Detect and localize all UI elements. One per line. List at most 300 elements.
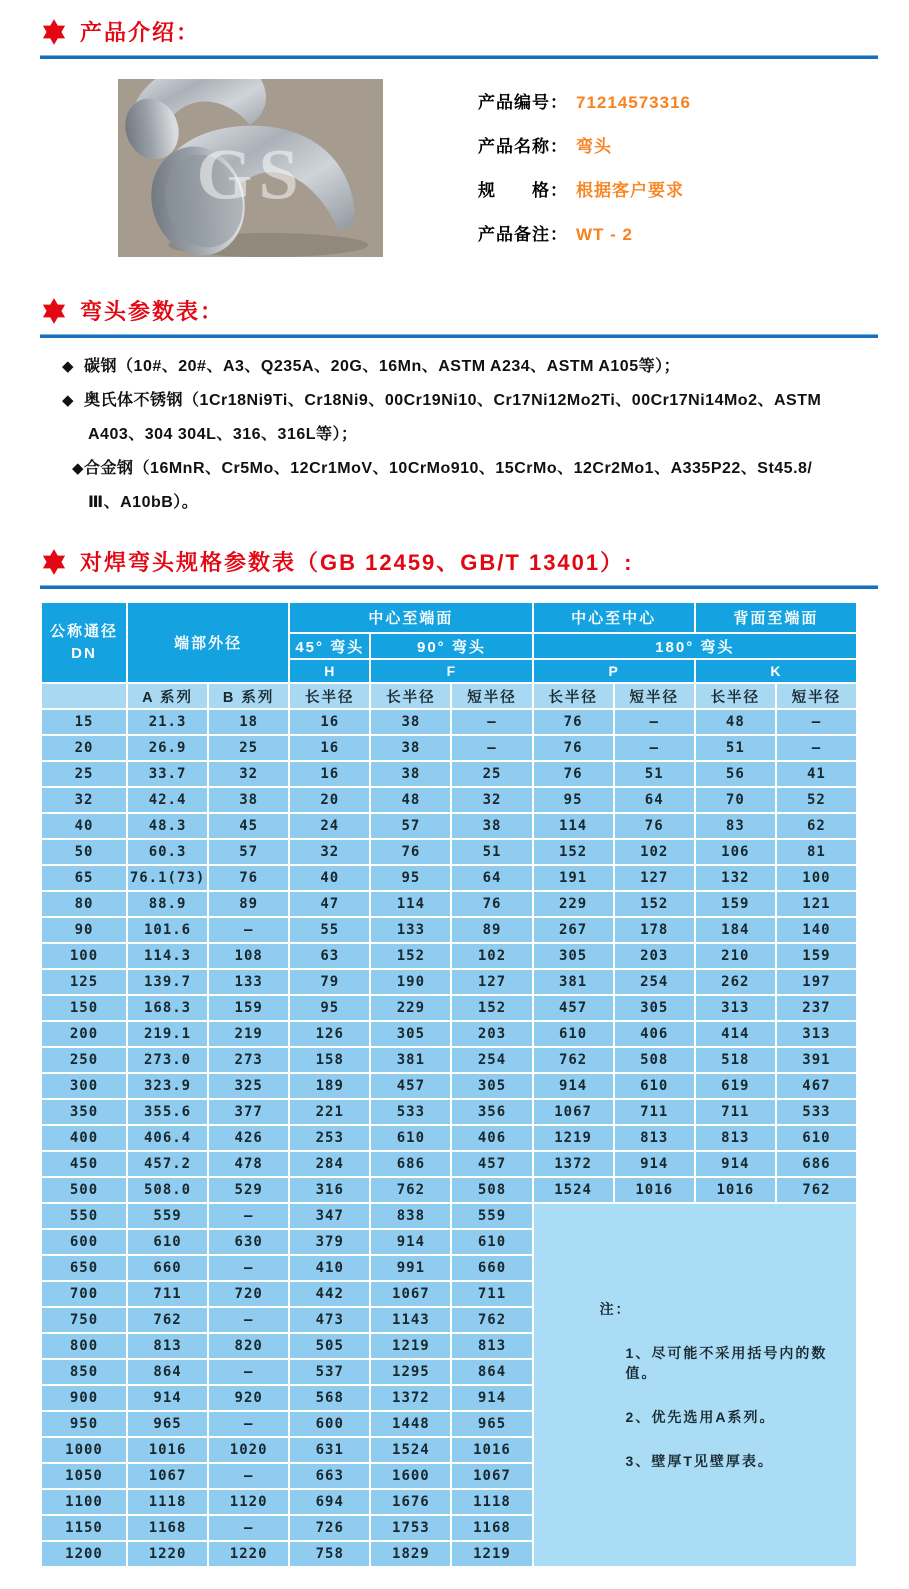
table-cell: 108 (209, 944, 288, 968)
spec-table-body (42, 710, 856, 1566)
table-cell: 762 (371, 1178, 450, 1202)
table-cell: 726 (290, 1516, 369, 1540)
table-cell: 38 (371, 762, 450, 786)
table-cell: 102 (452, 944, 531, 968)
table-cell: 457.2 (128, 1152, 207, 1176)
table-cell: 720 (209, 1282, 288, 1306)
table-cell: 262 (696, 970, 775, 994)
table-cell: 40 (290, 866, 369, 890)
sub-header-cell: 长半径 (534, 684, 613, 708)
table-cell: 76 (452, 892, 531, 916)
table-cell: 47 (290, 892, 369, 916)
table-cell: 114 (371, 892, 450, 916)
sub-header-cell (42, 684, 126, 708)
field-label: 产品备注： (478, 225, 568, 244)
table-cell: 102 (615, 840, 694, 864)
diamond-bullet-icon: ◆ (62, 392, 75, 409)
table-cell: 127 (452, 970, 531, 994)
table-cell: 76 (371, 840, 450, 864)
product-field (478, 93, 691, 113)
table-cell: — (209, 1360, 288, 1384)
section-header-params (40, 295, 909, 326)
star-icon (40, 297, 68, 325)
table-cell: 914 (696, 1152, 775, 1176)
table-cell: 190 (371, 970, 450, 994)
table-cell: 25 (42, 762, 126, 786)
table-cell: 686 (777, 1152, 856, 1176)
table-cell: 426 (209, 1126, 288, 1150)
table-cell: 60.3 (128, 840, 207, 864)
table-cell: 660 (128, 1256, 207, 1280)
section-divider (40, 585, 878, 589)
table-cell: 219 (209, 1022, 288, 1046)
table-cell: 305 (534, 944, 613, 968)
table-cell: 1219 (371, 1334, 450, 1358)
col-header-k: K (696, 660, 856, 682)
table-cell: 1118 (128, 1490, 207, 1514)
table-cell: 139.7 (128, 970, 207, 994)
star-icon (40, 548, 68, 576)
table-row (42, 944, 856, 968)
table-cell: 500 (42, 1178, 126, 1202)
table-cell: 864 (452, 1360, 531, 1384)
table-cell: 381 (534, 970, 613, 994)
table-cell: 1829 (371, 1542, 450, 1566)
table-cell: 1219 (534, 1126, 613, 1150)
table-cell: 1100 (42, 1490, 126, 1514)
table-cell: 26.9 (128, 736, 207, 760)
table-cell: 914 (615, 1152, 694, 1176)
sub-header-cell: 短半径 (615, 684, 694, 708)
spec-table-head (42, 603, 856, 708)
table-cell: 1753 (371, 1516, 450, 1540)
table-cell: 650 (42, 1256, 126, 1280)
table-cell: 267 (534, 918, 613, 942)
table-cell: 65 (42, 866, 126, 890)
table-cell: 1020 (209, 1438, 288, 1462)
table-row (42, 866, 856, 890)
sub-header-cell: 短半径 (452, 684, 531, 708)
table-cell: 254 (615, 970, 694, 994)
table-cell: 610 (615, 1074, 694, 1098)
table-cell: 313 (696, 996, 775, 1020)
table-cell: 508 (452, 1178, 531, 1202)
table-cell: 850 (42, 1360, 126, 1384)
intro-section-title: 产品介绍： (80, 20, 201, 45)
table-cell: 64 (615, 788, 694, 812)
table-cell: 537 (290, 1360, 369, 1384)
table-cell: 914 (128, 1386, 207, 1410)
table-cell: 38 (452, 814, 531, 838)
section-divider (40, 55, 878, 59)
diamond-bullet-icon: ◆ (72, 460, 85, 477)
table-cell: 101.6 (128, 918, 207, 942)
table-cell: 900 (42, 1386, 126, 1410)
table-cell: 127 (615, 866, 694, 890)
table-row (42, 840, 856, 864)
table-cell: 95 (290, 996, 369, 1020)
table-cell: 1295 (371, 1360, 450, 1384)
table-cell: — (209, 1412, 288, 1436)
col-header-dn: 公称通径 DN (42, 603, 126, 682)
col-header-p: P (534, 660, 694, 682)
table-cell: 191 (534, 866, 613, 890)
table-cell: 559 (452, 1204, 531, 1228)
table-cell: 15 (42, 710, 126, 734)
table-cell: 1016 (615, 1178, 694, 1202)
table-cell: 133 (209, 970, 288, 994)
table-cell: 1600 (371, 1464, 450, 1488)
table-cell: 1067 (452, 1464, 531, 1488)
table-cell: 25 (209, 736, 288, 760)
table-cell: 630 (209, 1230, 288, 1254)
table-cell: 414 (696, 1022, 775, 1046)
table-cell: 457 (371, 1074, 450, 1098)
table-cell: 159 (209, 996, 288, 1020)
photo-watermark: GS (196, 134, 305, 215)
table-cell: 1143 (371, 1308, 450, 1332)
table-cell: 89 (209, 892, 288, 916)
table-cell: 20 (290, 788, 369, 812)
table-cell: 316 (290, 1178, 369, 1202)
table-cell: 178 (615, 918, 694, 942)
table-row (42, 788, 856, 812)
product-field (478, 181, 691, 201)
table-cell: 1220 (128, 1542, 207, 1566)
table-cell: 25 (452, 762, 531, 786)
table-row (42, 814, 856, 838)
table-cell: 152 (615, 892, 694, 916)
table-cell: 152 (534, 840, 613, 864)
col-header-back-to-end: 背面至端面 (696, 603, 856, 632)
table-cell: 32 (452, 788, 531, 812)
table-cell: 52 (777, 788, 856, 812)
params-section-title: 弯头参数表： (80, 299, 225, 324)
table-cell: 600 (42, 1230, 126, 1254)
table-cell: — (452, 710, 531, 734)
sub-header-cell: 长半径 (290, 684, 369, 708)
table-cell: 16 (290, 736, 369, 760)
table-cell: 76 (615, 814, 694, 838)
table-cell: — (777, 736, 856, 760)
table-cell: 711 (452, 1282, 531, 1306)
table-cell: 106 (696, 840, 775, 864)
table-cell: 89 (452, 918, 531, 942)
table-cell: 663 (290, 1464, 369, 1488)
table-cell: 711 (696, 1100, 775, 1124)
notes-item: 1、尽可能不采用括号内的数值。 (625, 1345, 828, 1381)
table-cell: 750 (42, 1308, 126, 1332)
table-cell: 694 (290, 1490, 369, 1514)
table-cell: 1067 (371, 1282, 450, 1306)
table-cell: 221 (290, 1100, 369, 1124)
table-cell: 76 (534, 762, 613, 786)
sub-header-cell: 长半径 (696, 684, 775, 708)
table-cell: 76 (534, 710, 613, 734)
table-cell: 600 (290, 1412, 369, 1436)
table-cell: — (209, 1308, 288, 1332)
table-cell: 1016 (696, 1178, 775, 1202)
table-cell: 152 (371, 944, 450, 968)
notes-item: 3、壁厚T见壁厚表。 (625, 1453, 774, 1469)
section-header-intro (40, 16, 909, 47)
table-cell: 76 (209, 866, 288, 890)
table-cell: 457 (452, 1152, 531, 1176)
table-cell: — (209, 1204, 288, 1228)
materials-list (0, 350, 828, 520)
table-cell: 610 (452, 1230, 531, 1254)
table-cell: — (209, 1256, 288, 1280)
table-cell: 1220 (209, 1542, 288, 1566)
table-cell: 51 (452, 840, 531, 864)
table-row (42, 1022, 856, 1046)
table-cell: 686 (371, 1152, 450, 1176)
table-cell: 51 (696, 736, 775, 760)
table-cell: 250 (42, 1048, 126, 1072)
table-cell: 133 (371, 918, 450, 942)
table-notes (534, 1204, 856, 1566)
table-cell: 550 (42, 1204, 126, 1228)
table-cell: 1016 (452, 1438, 531, 1462)
table-cell: 700 (42, 1282, 126, 1306)
table-cell: 914 (371, 1230, 450, 1254)
table-cell: 95 (534, 788, 613, 812)
table-cell: 1524 (534, 1178, 613, 1202)
table-cell: 55 (290, 918, 369, 942)
table-cell: 568 (290, 1386, 369, 1410)
table-cell: 80 (42, 892, 126, 916)
table-row (42, 710, 856, 734)
table-cell: 132 (696, 866, 775, 890)
table-cell: 100 (777, 866, 856, 890)
table-cell: 64 (452, 866, 531, 890)
table-row (42, 996, 856, 1020)
table-cell: 159 (777, 944, 856, 968)
table-cell: 51 (615, 762, 694, 786)
spec-section-title: 对焊弯头规格参数表（GB 12459、GB/T 13401）: (80, 550, 634, 575)
table-cell: 63 (290, 944, 369, 968)
field-label: 规 格： (478, 181, 568, 200)
table-cell: 305 (452, 1074, 531, 1098)
material-text: 碳钢（10#、20#、A3、Q235A、20G、16Mn、ASTM A234、ASTM A105等）； (84, 358, 681, 375)
field-value: 弯头 (576, 137, 612, 156)
product-page (0, 16, 909, 1589)
section-header-spec (40, 546, 909, 577)
material-text: 奥氏体不锈钢（1Cr18Ni9Ti、Cr18Ni9、00Cr19Ni10、Cr17Ni12Mo2Ti、00Cr17Ni14Mo2、ASTM A403、304 304L、316、316L等）； (84, 392, 822, 443)
table-cell: 529 (209, 1178, 288, 1202)
table-cell: 32 (209, 762, 288, 786)
table-cell: 56 (696, 762, 775, 786)
table-cell: 1200 (42, 1542, 126, 1566)
field-label: 产品名称： (478, 137, 568, 156)
table-row (42, 762, 856, 786)
table-row (42, 918, 856, 942)
table-cell: 1150 (42, 1516, 126, 1540)
table-cell: 631 (290, 1438, 369, 1462)
table-cell: 284 (290, 1152, 369, 1176)
product-photo (118, 79, 383, 257)
table-cell: 323.9 (128, 1074, 207, 1098)
table-cell: 478 (209, 1152, 288, 1176)
star-icon (40, 18, 68, 46)
table-cell: 450 (42, 1152, 126, 1176)
product-intro-section (0, 79, 909, 269)
table-cell: 50 (42, 840, 126, 864)
table-cell: — (777, 710, 856, 734)
table-cell: 864 (128, 1360, 207, 1384)
table-cell: 762 (534, 1048, 613, 1072)
field-value: WT - 2 (576, 225, 633, 244)
material-item (0, 384, 828, 452)
table-cell: 253 (290, 1126, 369, 1150)
table-cell: 273 (209, 1048, 288, 1072)
table-cell: 950 (42, 1412, 126, 1436)
table-row (42, 736, 856, 760)
table-cell: 920 (209, 1386, 288, 1410)
sub-header-cell: 长半径 (371, 684, 450, 708)
col-header-elbow45: 45° 弯头 (290, 634, 369, 658)
col-header-elbow90: 90° 弯头 (371, 634, 531, 658)
field-value: 71214573316 (576, 93, 692, 112)
table-cell: 48 (696, 710, 775, 734)
table-row (42, 1100, 856, 1124)
table-cell: 406 (452, 1126, 531, 1150)
table-cell: 965 (128, 1412, 207, 1436)
sub-header-cell: 短半径 (777, 684, 856, 708)
table-cell: 159 (696, 892, 775, 916)
table-cell: 457 (534, 996, 613, 1020)
table-cell: 18 (209, 710, 288, 734)
table-cell: 400 (42, 1126, 126, 1150)
table-cell: 406.4 (128, 1126, 207, 1150)
table-cell: 1372 (371, 1386, 450, 1410)
table-cell: 762 (452, 1308, 531, 1332)
table-cell: 356 (452, 1100, 531, 1124)
table-cell: 914 (534, 1074, 613, 1098)
table-cell: 1219 (452, 1542, 531, 1566)
field-label: 产品编号： (478, 93, 568, 112)
table-cell: 300 (42, 1074, 126, 1098)
table-cell: 184 (696, 918, 775, 942)
product-field (478, 225, 691, 245)
product-field (478, 137, 691, 157)
table-cell: 38 (371, 736, 450, 760)
table-cell: 20 (42, 736, 126, 760)
table-cell: 347 (290, 1204, 369, 1228)
table-cell: 168.3 (128, 996, 207, 1020)
table-row (42, 1126, 856, 1150)
table-cell: 1120 (209, 1490, 288, 1514)
table-cell: 1372 (534, 1152, 613, 1176)
table-cell: — (209, 1516, 288, 1540)
table-cell: 45 (209, 814, 288, 838)
table-cell: 81 (777, 840, 856, 864)
table-cell: 660 (452, 1256, 531, 1280)
table-cell: 140 (777, 918, 856, 942)
table-cell: 152 (452, 996, 531, 1020)
table-cell: 114 (534, 814, 613, 838)
table-cell: 203 (615, 944, 694, 968)
table-cell: 126 (290, 1022, 369, 1046)
table-cell: 820 (209, 1334, 288, 1358)
table-cell: 1676 (371, 1490, 450, 1514)
table-cell: 610 (534, 1022, 613, 1046)
table-cell: 48 (371, 788, 450, 812)
col-header-end-od: 端部外径 (128, 603, 288, 682)
table-cell: 33.7 (128, 762, 207, 786)
table-cell: 1016 (128, 1438, 207, 1462)
table-cell: 219.1 (128, 1022, 207, 1046)
table-cell: — (209, 1464, 288, 1488)
table-cell: 391 (777, 1048, 856, 1072)
table-cell: 406 (615, 1022, 694, 1046)
table-cell: 711 (128, 1282, 207, 1306)
field-value: 根据客户要求 (576, 181, 684, 200)
table-cell: 813 (128, 1334, 207, 1358)
table-cell: 16 (290, 710, 369, 734)
sub-header-row (42, 684, 856, 708)
table-cell: 533 (371, 1100, 450, 1124)
table-cell: 125 (42, 970, 126, 994)
table-cell: 100 (42, 944, 126, 968)
table-row (42, 970, 856, 994)
table-cell: 88.9 (128, 892, 207, 916)
sub-header-cell: A 系列 (128, 684, 207, 708)
table-cell: 114.3 (128, 944, 207, 968)
table-cell: 410 (290, 1256, 369, 1280)
col-header-center-to-center: 中心至中心 (534, 603, 694, 632)
table-row (42, 1074, 856, 1098)
table-cell: 305 (615, 996, 694, 1020)
table-cell: 619 (696, 1074, 775, 1098)
table-cell: 711 (615, 1100, 694, 1124)
table-cell: 229 (371, 996, 450, 1020)
table-cell: 914 (452, 1386, 531, 1410)
table-cell: 473 (290, 1308, 369, 1332)
table-cell: 76 (534, 736, 613, 760)
table-cell: 57 (371, 814, 450, 838)
table-cell: 350 (42, 1100, 126, 1124)
table-cell: 991 (371, 1256, 450, 1280)
table-cell: 229 (534, 892, 613, 916)
table-cell: 1050 (42, 1464, 126, 1488)
table-cell: 965 (452, 1412, 531, 1436)
table-cell: 800 (42, 1334, 126, 1358)
table-row (42, 892, 856, 916)
col-header-h: H (290, 660, 369, 682)
table-cell: 813 (452, 1334, 531, 1358)
table-cell: 189 (290, 1074, 369, 1098)
spec-table (40, 601, 858, 1568)
table-cell: 1448 (371, 1412, 450, 1436)
table-cell: 610 (128, 1230, 207, 1254)
table-cell: 254 (452, 1048, 531, 1072)
notes-item: 2、优先选用A系列。 (625, 1409, 776, 1425)
table-cell: 518 (696, 1048, 775, 1072)
table-cell: 200 (42, 1022, 126, 1046)
table-cell: 121 (777, 892, 856, 916)
table-cell: 1000 (42, 1438, 126, 1462)
table-cell: 24 (290, 814, 369, 838)
table-cell: 1524 (371, 1438, 450, 1462)
table-cell: 70 (696, 788, 775, 812)
table-cell: 32 (290, 840, 369, 864)
table-cell: 203 (452, 1022, 531, 1046)
table-cell: 442 (290, 1282, 369, 1306)
table-cell: 813 (696, 1126, 775, 1150)
table-cell: 355.6 (128, 1100, 207, 1124)
table-cell: 158 (290, 1048, 369, 1072)
